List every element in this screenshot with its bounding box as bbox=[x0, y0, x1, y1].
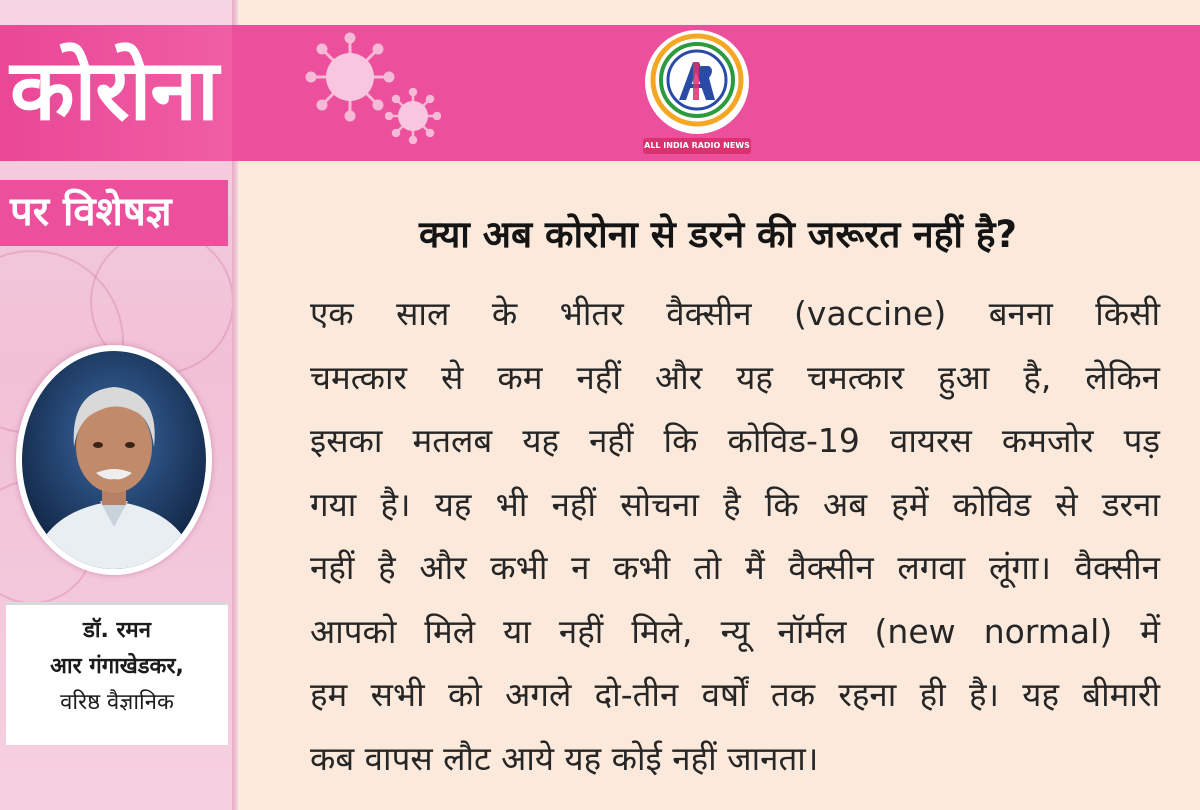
article-line: इसका मतलब यह नहीं कि कोविड-19 वायरस कमजोर पड़ bbox=[310, 421, 1160, 460]
article-line: कब वापस लौट आये यह कोई नहीं जानता। bbox=[310, 738, 819, 778]
virus-icon bbox=[305, 32, 395, 122]
article-line: गया है। यह भी नहीं सोचना है कि अब हमें कोविड से डरना bbox=[310, 484, 1160, 524]
logo-caption: ALL INDIA RADIO NEWS bbox=[643, 138, 751, 154]
article-line: एक साल के भीतर वैक्सीन (vaccine) बनना किसी bbox=[310, 294, 1160, 333]
article-line: आपको मिले या नहीं मिले, न्यू नॉर्मल (new normal) में bbox=[310, 611, 1160, 651]
expert-name-line: आर गंगाखेडकर, bbox=[50, 654, 184, 679]
expert-caption bbox=[6, 602, 228, 745]
expert-designation: वरिष्ठ वैज्ञानिक bbox=[60, 690, 174, 715]
air-logo-icon bbox=[635, 26, 759, 138]
article-body bbox=[310, 282, 1160, 790]
virus-icon bbox=[385, 88, 441, 144]
expert-portrait bbox=[16, 345, 212, 575]
page-title: कोरोना bbox=[10, 41, 218, 139]
expert-name-line: डॉ. रमन bbox=[83, 618, 151, 643]
article-line: हम सभी को अगले दो-तीन वर्षों तक रहना ही है। यह बीमारी bbox=[310, 675, 1160, 714]
article-line: नहीं है और कभी न कभी तो मैं वैक्सीन लगवा लूंगा। वैक्सीन bbox=[310, 548, 1160, 587]
air-logo bbox=[635, 26, 759, 158]
top-strip bbox=[238, 0, 1200, 25]
article-line: चमत्कार से कम नहीं और यह चमत्कार हुआ है, लेकिन bbox=[310, 357, 1160, 397]
article-headline: क्या अब कोरोना से डरने की जरूरत नहीं है? bbox=[419, 213, 1017, 256]
page-subtitle: पर विशेषज्ञ bbox=[10, 189, 172, 235]
